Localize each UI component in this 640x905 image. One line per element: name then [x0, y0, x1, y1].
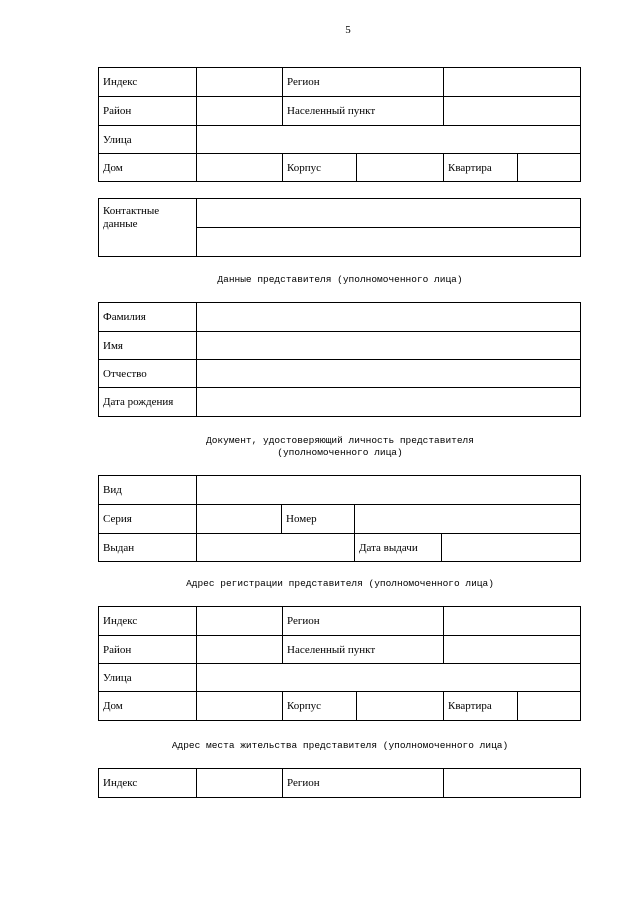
document-heading-line1: Документ, удостоверяющий личность представителя: [206, 435, 474, 446]
series-label: Серия: [99, 505, 197, 534]
index-label: Индекс: [99, 68, 197, 97]
doc-type-field[interactable]: [197, 476, 581, 505]
address-table: [98, 67, 581, 182]
reg-region-field[interactable]: [444, 607, 581, 636]
issued-by-label: Выдан: [99, 534, 197, 562]
house-label: Дом: [99, 154, 197, 182]
reg-apartment-label: Квартира: [444, 692, 518, 721]
issue-date-field[interactable]: [442, 534, 581, 562]
registration-heading: Адрес регистрации представителя (уполномоченного лица): [186, 578, 494, 589]
locality-label: Населенный пункт: [283, 97, 444, 126]
registration-table: [98, 606, 581, 721]
representative-table: [98, 302, 581, 417]
reg-house-label: Дом: [99, 692, 197, 721]
res-index-label: Индекс: [99, 769, 197, 798]
contacts-table: [98, 198, 581, 257]
apartment-label: Квартира: [444, 154, 518, 182]
locality-field[interactable]: [444, 97, 581, 126]
contacts-field-2[interactable]: [197, 228, 581, 257]
reg-locality-field[interactable]: [444, 636, 581, 664]
reg-house-field[interactable]: [197, 692, 283, 721]
doc-type-label: Вид: [99, 476, 197, 505]
reg-index-field[interactable]: [197, 607, 283, 636]
reg-district-label: Район: [99, 636, 197, 664]
reg-street-field[interactable]: [197, 664, 581, 692]
number-label: Номер: [282, 505, 355, 534]
region-field[interactable]: [444, 68, 581, 97]
building-label: Корпус: [283, 154, 357, 182]
reg-index-label: Индекс: [99, 607, 197, 636]
name-field[interactable]: [197, 332, 581, 360]
document-table: [98, 475, 581, 562]
district-field[interactable]: [197, 97, 283, 126]
contacts-field-1[interactable]: [197, 199, 581, 228]
patronymic-field[interactable]: [197, 360, 581, 388]
reg-region-label: Регион: [283, 607, 444, 636]
building-field[interactable]: [357, 154, 444, 182]
page-number: 5: [345, 24, 351, 36]
number-field[interactable]: [355, 505, 581, 534]
surname-label: Фамилия: [99, 303, 197, 332]
birth-date-field[interactable]: [197, 388, 581, 417]
apartment-field[interactable]: [518, 154, 581, 182]
res-index-field[interactable]: [197, 769, 283, 798]
issued-by-field[interactable]: [197, 534, 355, 562]
reg-building-field[interactable]: [357, 692, 444, 721]
birth-date-label: Дата рождения: [99, 388, 197, 417]
surname-field[interactable]: [197, 303, 581, 332]
name-label: Имя: [99, 332, 197, 360]
region-label: Регион: [283, 68, 444, 97]
document-heading-line2: (уполномоченного лица): [277, 447, 403, 458]
issue-date-label: Дата выдачи: [355, 534, 442, 562]
series-field[interactable]: [197, 505, 282, 534]
residence-heading: Адрес места жительства представителя (уполномоченного лица): [171, 740, 509, 751]
reg-locality-label: Населенный пункт: [283, 636, 444, 664]
reg-street-label: Улица: [99, 664, 197, 692]
res-region-label: Регион: [283, 769, 444, 798]
street-field[interactable]: [197, 126, 581, 154]
representative-heading: Данные представителя (уполномоченного лица): [217, 274, 463, 285]
index-field[interactable]: [197, 68, 283, 97]
patronymic-label: Отчество: [99, 360, 197, 388]
district-label: Район: [99, 97, 197, 126]
reg-apartment-field[interactable]: [518, 692, 581, 721]
house-field[interactable]: [197, 154, 283, 182]
reg-district-field[interactable]: [197, 636, 283, 664]
contacts-label: Контактные данные: [99, 199, 197, 257]
res-region-field[interactable]: [444, 769, 581, 798]
street-label: Улица: [99, 126, 197, 154]
residence-table: [98, 768, 581, 798]
reg-building-label: Корпус: [283, 692, 357, 721]
